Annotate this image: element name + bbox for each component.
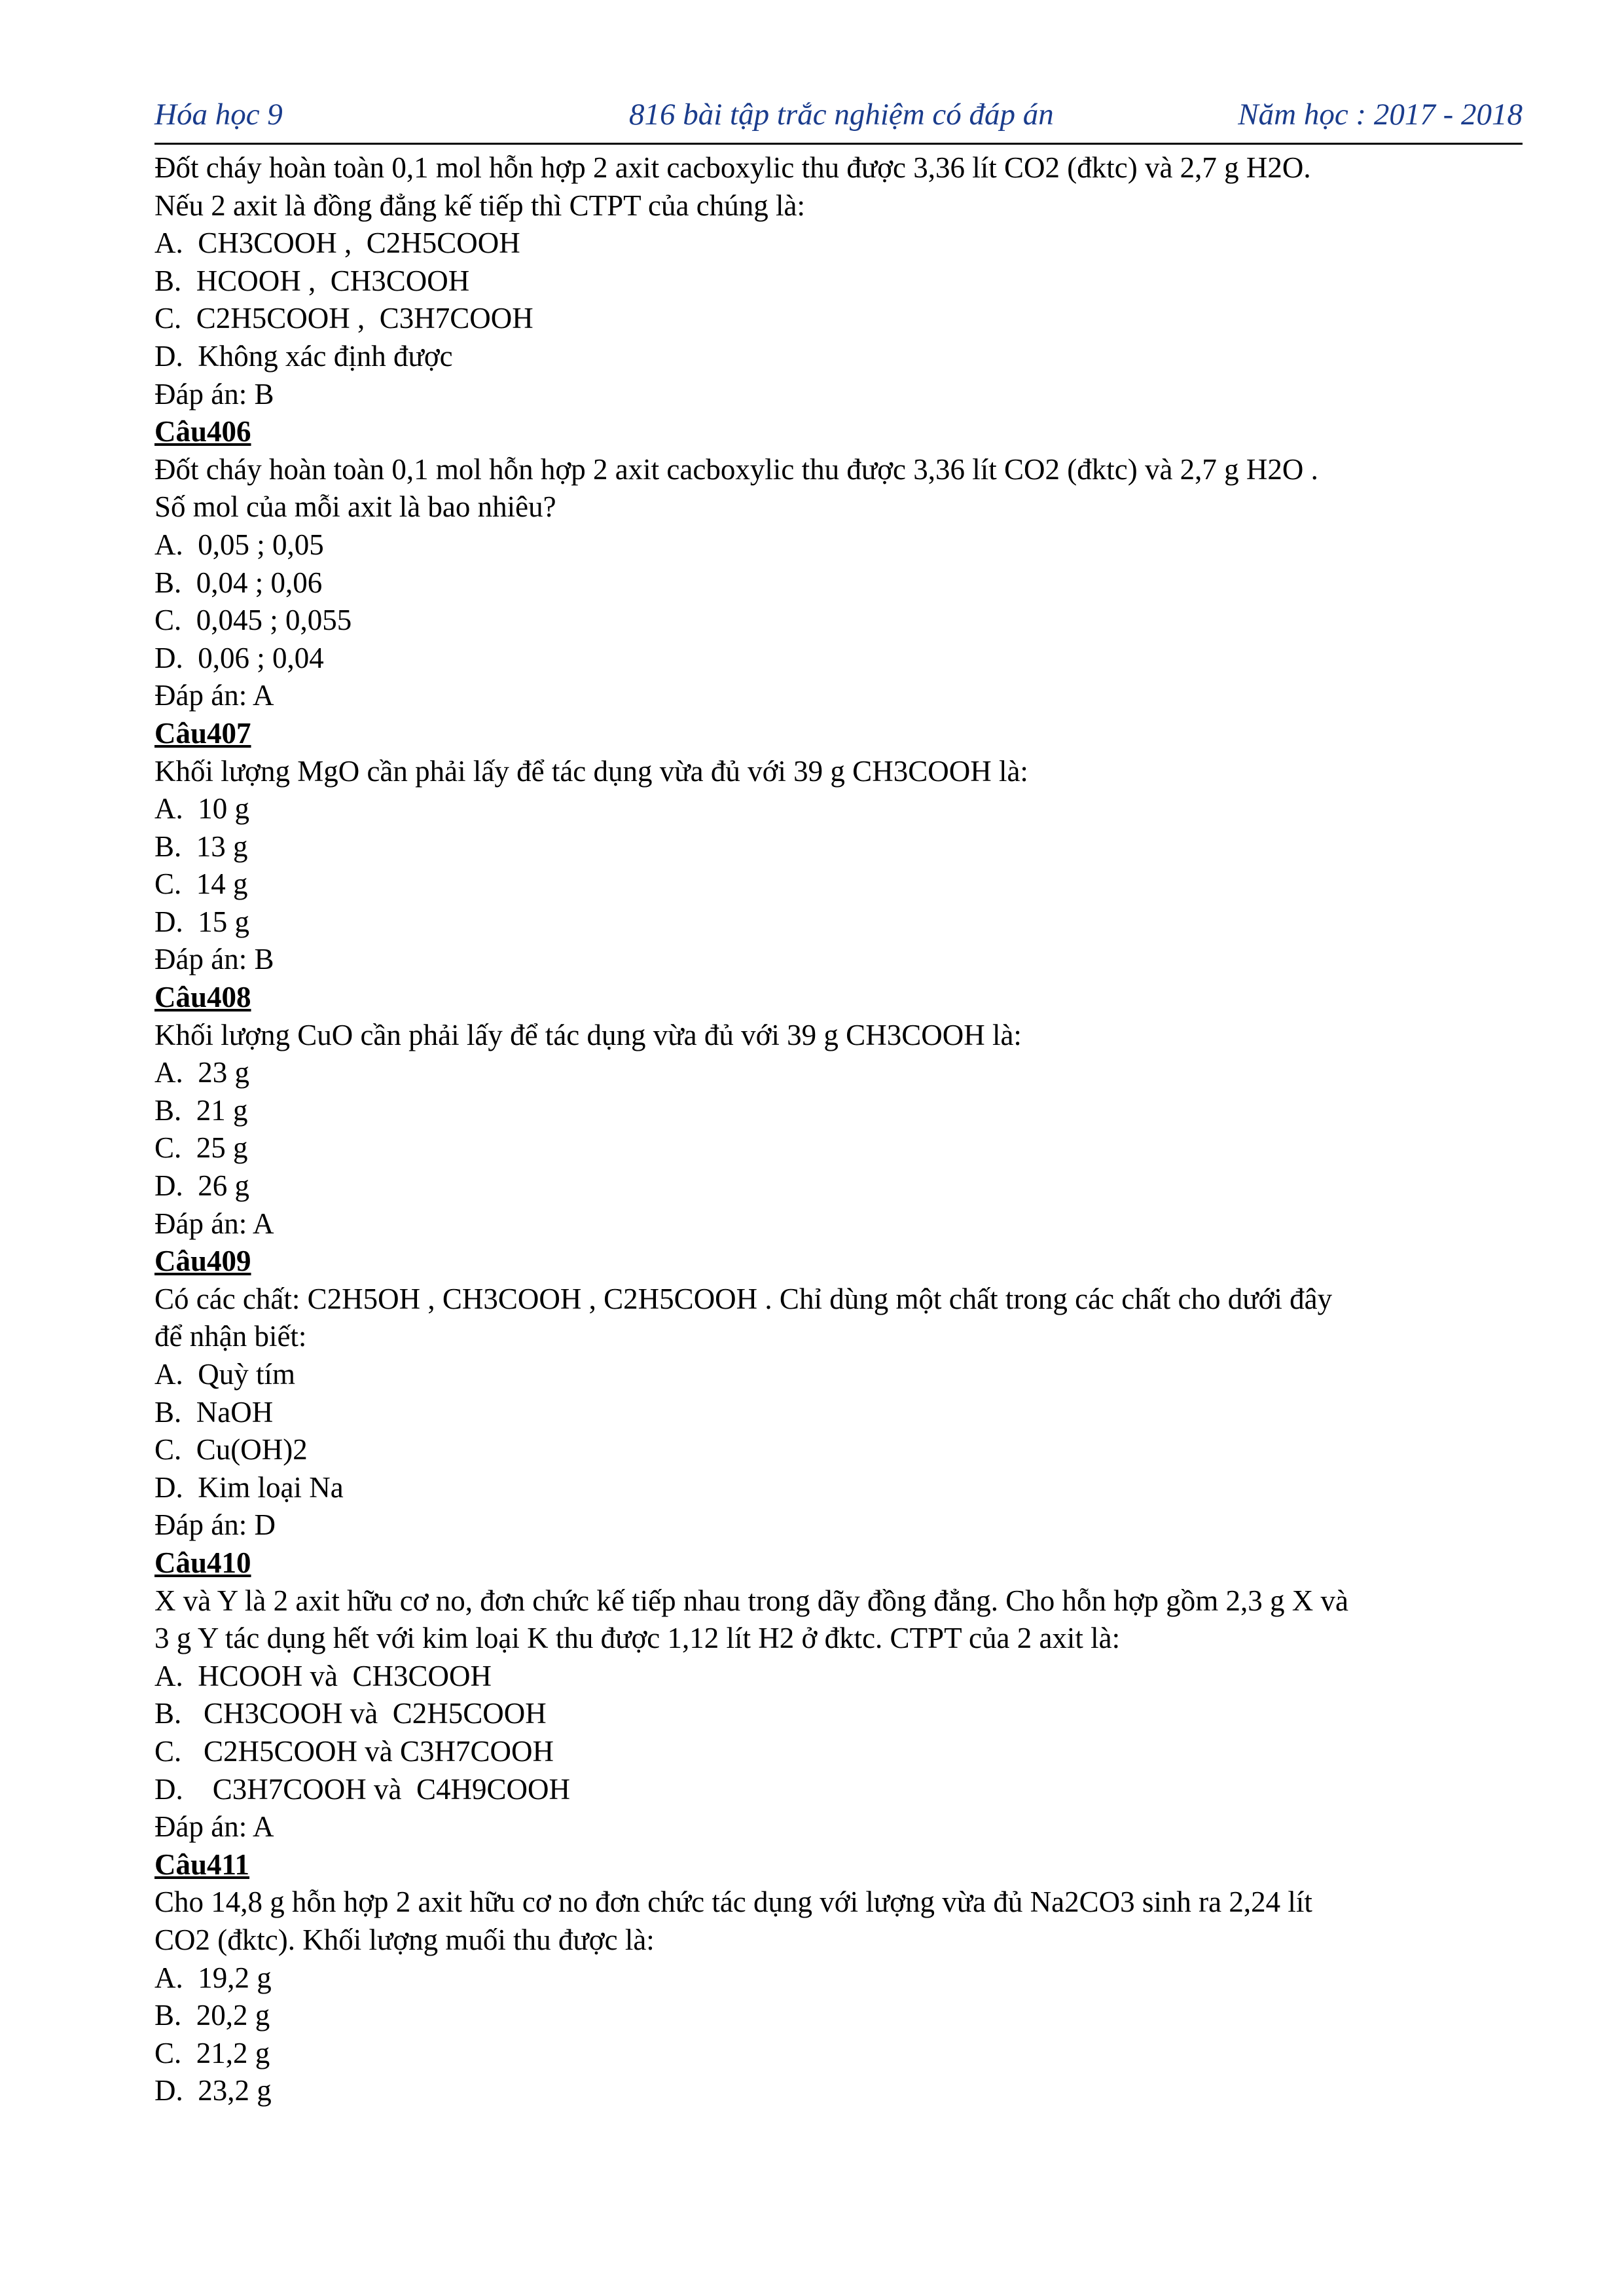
answer-option: A. 0,05 ; 0,05 — [154, 528, 324, 561]
question-list — [154, 149, 1523, 2110]
answer-option: D. C3H7COOH và C4H9COOH — [154, 1772, 571, 1806]
question-title: Câu411 — [154, 1848, 250, 1881]
question-text: Có các chất: C2H5OH , CH3COOH , C2H5COOH . Chỉ dùng một chất trong các chất cho dưới đây — [154, 1282, 1333, 1315]
question-text: Khối lượng CuO cần phải lấy để tác dụng vừa đủ với 39 g CH3COOH là: — [154, 1018, 1022, 1051]
question-title: Câu406 — [154, 415, 251, 448]
header-title: 816 bài tập trắc nghiệm có đáp án — [629, 98, 1054, 132]
header-school-year: Năm học : 2017 - 2018 — [1238, 98, 1523, 132]
answer-option: D. Kim loại Na — [154, 1470, 344, 1504]
answer-option: A. 10 g — [154, 792, 249, 826]
header-subject: Hóa học 9 — [154, 98, 283, 132]
answer-key: Đáp án: A — [154, 1207, 274, 1240]
answer-option: C. 14 g — [154, 867, 248, 901]
answer-option: C. C2H5COOH , C3H7COOH — [154, 302, 533, 335]
question-text: Khối lượng MgO cần phải lấy để tác dụng vừa đủ với 39 g CH3COOH là: — [154, 754, 1028, 788]
answer-key: Đáp án: A — [154, 679, 274, 712]
question-title: Câu407 — [154, 716, 251, 750]
question-text: Số mol của mỗi axit là bao nhiêu? — [154, 490, 556, 524]
answer-option: B. 0,04 ; 0,06 — [154, 566, 323, 599]
answer-option: B. CH3COOH và C2H5COOH — [154, 1697, 547, 1730]
question-title: Câu409 — [154, 1245, 251, 1278]
question-text: Cho 14,8 g hỗn hợp 2 axit hữu cơ no đơn chức tác dụng với lượng vừa đủ Na2CO3 sinh ra 2,24 lít — [154, 1886, 1312, 1919]
answer-option: C. 0,045 ; 0,055 — [154, 604, 352, 637]
question-title: Câu410 — [154, 1546, 251, 1579]
answer-key: Đáp án: B — [154, 943, 274, 976]
answer-option: B. 21 g — [154, 1093, 248, 1127]
answer-option: A. HCOOH và CH3COOH — [154, 1659, 492, 1692]
answer-option: D. 23,2 g — [154, 2074, 272, 2107]
answer-key: Đáp án: B — [154, 377, 274, 410]
answer-option: D. Không xác định được — [154, 339, 453, 373]
answer-option: D. 0,06 ; 0,04 — [154, 641, 324, 674]
question-text: Đốt cháy hoàn toàn 0,1 mol hỗn hợp 2 axit cacboxylic thu được 3,36 lít CO2 (đktc) và 2,7 g H2O. — [154, 151, 1311, 184]
answer-option: C. 21,2 g — [154, 2036, 270, 2069]
answer-key: Đáp án: A — [154, 1810, 274, 1844]
answer-option: B. 13 g — [154, 829, 248, 863]
question-text: Đốt cháy hoàn toàn 0,1 mol hỗn hợp 2 axit cacboxylic thu được 3,36 lít CO2 (đktc) và 2,7 g H2O . — [154, 452, 1318, 486]
question-text: CO2 (đktc). Khối lượng muối thu được là: — [154, 1923, 655, 1956]
answer-key: Đáp án: D — [154, 1508, 276, 1542]
question-text: Nếu 2 axit là đồng đẳng kế tiếp thì CTPT của chúng là: — [154, 189, 805, 222]
answer-option: B. HCOOH , CH3COOH — [154, 264, 470, 297]
question-text: 3 g Y tác dụng hết với kim loại K thu được 1,12 lít H2 ở đktc. CTPT của 2 axit là: — [154, 1622, 1121, 1655]
answer-option: B. 20,2 g — [154, 1999, 270, 2032]
answer-option: A. CH3COOH , C2H5COOH — [154, 227, 520, 260]
answer-option: C. 25 g — [154, 1131, 248, 1165]
answer-option: C. Cu(OH)2 — [154, 1433, 308, 1467]
question-text: X và Y là 2 axit hữu cơ no, đơn chức kế tiếp nhau trong dãy đồng đẳng. Cho hỗn hợp gồm 2,3 g X và — [154, 1584, 1349, 1617]
page-header — [154, 97, 1523, 145]
answer-option: A. 19,2 g — [154, 1961, 272, 1994]
question-title: Câu408 — [154, 981, 251, 1014]
answer-option: B. NaOH — [154, 1395, 274, 1429]
question-text: để nhận biết: — [154, 1320, 307, 1353]
answer-option: A. 23 g — [154, 1056, 249, 1089]
answer-option: D. 15 g — [154, 905, 249, 938]
answer-option: A. Quỳ tím — [154, 1358, 296, 1391]
answer-option: D. 26 g — [154, 1169, 249, 1203]
answer-option: C. C2H5COOH và C3H7COOH — [154, 1734, 554, 1768]
